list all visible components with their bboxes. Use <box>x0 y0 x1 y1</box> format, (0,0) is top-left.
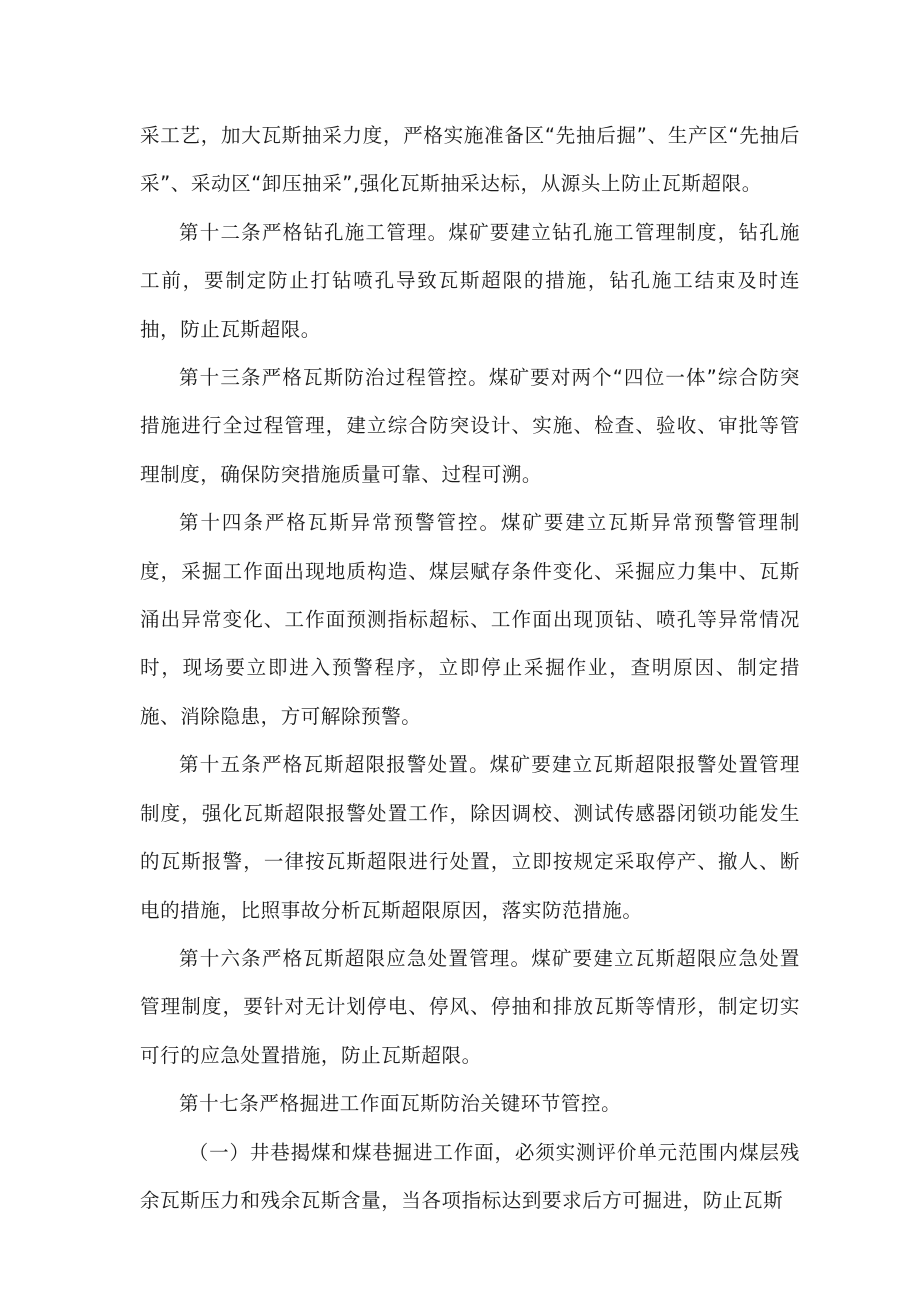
paragraph-continuation: 采工艺，加大瓦斯抽采力度，严格实施准备区“先抽后掘”、生产区“先抽后采”、采动区“卸压抽采”,强化瓦斯抽采达标，从源头上防止瓦斯超限。 <box>140 124 800 196</box>
paragraph-article-17: 第十七条严格掘进工作面瓦斯防治关键环节管控。 <box>179 1092 622 1116</box>
paragraph-article-15: 第十五条严格瓦斯超限报警处置。煤矿要建立瓦斯超限报警处置管理制度，强化瓦斯超限报警处置工作，除因调校、测试传感器闭锁功能发生的瓦斯报警，一律按瓦斯超限进行处置，立即按规定采取停产、撤人、断电的措施，比照事故分析瓦斯超限原因，落实防范措施。 <box>140 753 800 922</box>
paragraph-article-13: 第十三条严格瓦斯防治过程管控。煤矿要对两个“四位一体”综合防突措施进行全过程管理，建立综合防突设计、实施、检查、验收、审批等管理制度，确保防突措施质量可靠、过程可溯。 <box>140 366 800 486</box>
paragraph-article-12: 第十二条严格钻孔施工管理。煤矿要建立钻孔施工管理制度，钻孔施工前，要制定防止打钻喷孔导致瓦斯超限的措施，钻孔施工结束及时连抽，防止瓦斯超限。 <box>140 220 800 341</box>
paragraph-article-17-item-1: （一）井巷揭煤和煤巷掘进工作面，必须实测评价单元范围内煤层残余瓦斯压力和残余瓦斯含量，当各项指标达到要求后方可掘进，防止瓦斯 <box>140 1140 800 1212</box>
paragraph-article-16: 第十六条严格瓦斯超限应急处置管理。煤矿要建立瓦斯超限应急处置管理制度，要针对无计划停电、停风、停抽和排放瓦斯等情形，制定切实可行的应急处置措施，防止瓦斯超限。 <box>140 946 800 1067</box>
paragraph-article-14: 第十四条严格瓦斯异常预警管控。煤矿要建立瓦斯异常预警管理制度，采掘工作面出现地质构造、煤层赋存条件变化、采掘应力集中、瓦斯涌出异常变化、工作面预测指标超标、工作面出现顶钻、喷孔等异常情况时，现场要立即进入预警程序，立即停止采掘作业，查明原因、制定措施、消除隐患，方可解除预警。 <box>140 511 800 728</box>
document-body <box>140 112 800 1225</box>
